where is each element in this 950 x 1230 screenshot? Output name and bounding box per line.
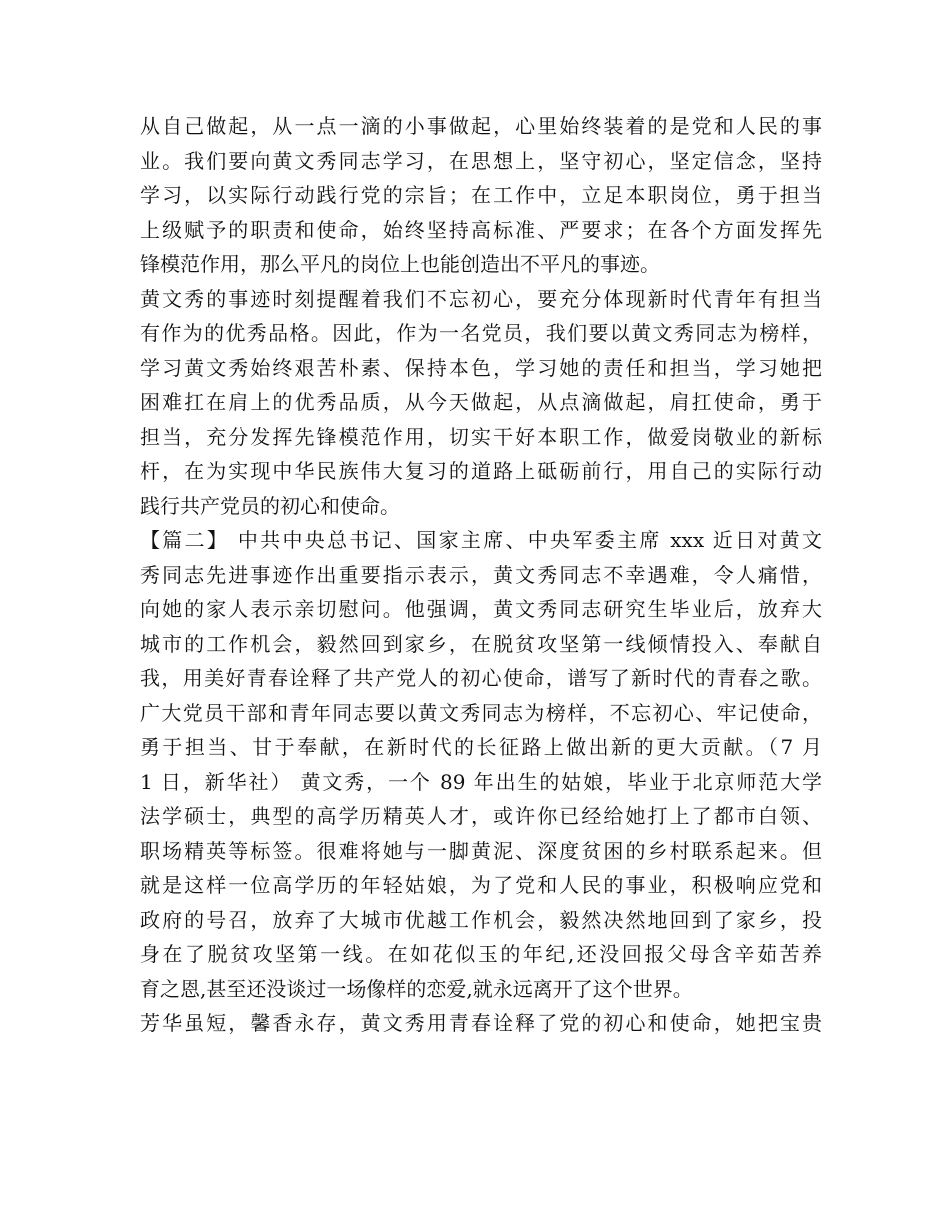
text-line: 【篇二】 中共中央总书记、国家主席、中央军委主席 xxx 近日对黄文 — [140, 528, 822, 552]
text-line: 芳华虽短，馨香永存，黄文秀用青春诠释了党的初心和使命，她把宝贵 — [140, 1011, 822, 1035]
text-line: 1 日，新华社） 黄文秀，一个 89 年出生的姑娘，毕业于北京师范大学 — [140, 769, 822, 794]
text-line: 就是这样一位高学历的年轻姑娘，为了党和人民的事业，积极响应党和 — [140, 873, 822, 897]
text-line: 勇于担当、甘于奉献，在新时代的长征路上做出新的更大贡献。（7 月 — [140, 735, 822, 759]
text-line: 黄文秀的事迹时刻提醒着我们不忘初心，要充分体现新时代青年有担当 — [140, 286, 822, 311]
text-line: 向她的家人表示亲切慰问。他强调，黄文秀同志研究生毕业后，放弃大 — [140, 597, 822, 621]
text-line: 我，用美好青春诠释了共产党人的初心使命，谱写了新时代的青春之歌。 — [140, 666, 822, 690]
text-line: 上级赋予的职责和使命，始终坚持高标准、严要求；在各个方面发挥先 — [140, 217, 822, 242]
text-line: 法学硕士，典型的高学历精英人才，或许你已经给她打上了都市白领、 — [140, 804, 822, 828]
text-line: 政府的号召，放弃了大城市优越工作机会，毅然决然地回到了家乡，投 — [140, 907, 822, 932]
text-line: 业。我们要向黄文秀同志学习，在思想上，坚守初心，坚定信念，坚持 — [140, 148, 822, 173]
text-line: 育之恩,甚至还没谈过一场像样的恋爱,就永远离开了这个世界。 — [140, 976, 693, 1001]
text-line: 职场精英等标签。很难将她与一脚黄泥、深度贫困的乡村联系起来。但 — [140, 838, 822, 863]
text-line: 杆，在为实现中华民族伟大复习的道路上砥砺前行，用自己的实际行动 — [140, 459, 822, 483]
text-line: 担当，充分发挥先锋模范作用，切实干好本职工作，做爱岗敬业的新标 — [140, 424, 822, 449]
text-line: 秀同志先进事迹作出重要指示表示，黄文秀同志不幸遇难，令人痛惜， — [140, 562, 822, 587]
text-line: 从自己做起，从一点一滴的小事做起，心里始终装着的是党和人民的事 — [140, 114, 822, 138]
text-line: 锋模范作用，那么平凡的岗位上也能创造出不平凡的事迹。 — [140, 252, 660, 276]
document-body — [140, 110, 822, 1042]
text-line: 有作为的优秀品格。因此，作为一名党员，我们要以黄文秀同志为榜样， — [140, 321, 822, 345]
text-line: 学习黄文秀始终艰苦朴素、保持本色，学习她的责任和担当，学习她把 — [140, 355, 822, 380]
text-line: 学习，以实际行动践行党的宗旨；在工作中，立足本职岗位，勇于担当 — [140, 183, 822, 207]
text-line: 城市的工作机会，毅然回到家乡，在脱贫攻坚第一线倾情投入、奉献自 — [140, 631, 822, 656]
text-line: 广大党员干部和青年同志要以黄文秀同志为榜样，不忘初心、牢记使命， — [140, 700, 822, 725]
text-line: 困难扛在肩上的优秀品质，从今天做起，从点滴做起，肩扛使命，勇于 — [140, 390, 822, 414]
text-line: 践行共产党员的初心和使命。 — [140, 493, 400, 518]
text-line: 身在了脱贫攻坚第一线。在如花似玉的年纪,还没回报父母含辛茹苦养 — [140, 942, 822, 966]
